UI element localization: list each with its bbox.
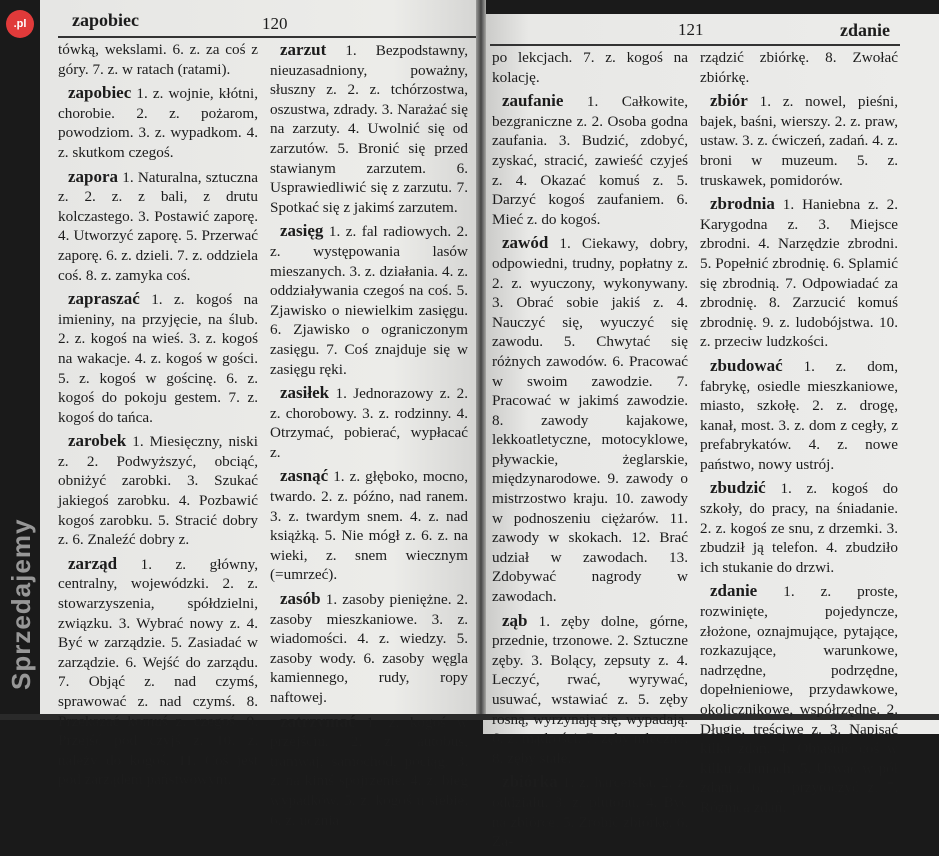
left-column-1	[58, 40, 258, 794]
entry-text: 1. z. głęboko, mocno, twardo. 2. z. późno, nad ranem. 3. z. twardym snem. 4. z. nad książką. 5. Nie mógł z. 6. z. na wieki, z. snem wiecznym (=umrzeć).	[270, 468, 468, 584]
entry-headword: zbrodnia	[710, 194, 775, 214]
entry-text: 1. zasoby pieniężne. 2. zasoby mieszkaniowe. 3. z. wiadomości. 4. z. wiedzy. 5. zasoby wody. 6. zasoby węgla kamiennego, rudy, ropy naftowej.	[270, 591, 468, 706]
dictionary-entry	[492, 611, 688, 769]
entry-text: 1. z. dom, fabrykę, osiedle mieszkaniowe, miasto, szkołę. 2. z. drogę, kanał, most. 3. z. dom z cegły, z prefabrykatów. 4. z. nowe państwo, nowy ustrój.	[700, 357, 898, 473]
entry-headword: zarząd	[68, 553, 118, 573]
dictionary-entry	[270, 383, 468, 462]
entry-headword: zaufanie	[502, 91, 564, 111]
entry-headword: zawód	[502, 233, 549, 253]
right-column-1	[492, 48, 688, 856]
dictionary-entry	[700, 478, 898, 577]
left-header-rule	[58, 36, 476, 38]
dictionary-entry	[492, 233, 688, 606]
left-page-number: 120	[262, 14, 288, 33]
dictionary-entry	[270, 589, 468, 708]
entry-headword: zarobek	[68, 431, 127, 451]
dictionary-entry	[270, 40, 468, 217]
dictionary-entry	[58, 167, 258, 286]
entry-headword: zasięg	[280, 221, 324, 241]
entry-headword: ząb	[502, 610, 528, 630]
entry-headword: zbiórka	[502, 772, 558, 792]
entry-headword: zarzut	[280, 40, 327, 59]
right-header-rule	[490, 44, 900, 46]
dictionary-entry	[492, 91, 688, 229]
entry-text: 1. z. kogoś na imieniny, na przyjęcie, na ślub. 2. z. kogoś na wieś. 3. z. kogoś na wakacje. 4. z. kogoś w gości. 5. z. kogoś w gościnę. 6. z. kogoś do pokoju gestem. 7. z. kogoś do tańca.	[58, 291, 258, 426]
dictionary-entry	[58, 289, 258, 427]
right-page-number: 121	[678, 20, 704, 39]
entry-text: 1. Naturalna, sztuczna z. 2. z. z bali, z drutu kolczastego. 3. Postawić zaporę. 4. Utworzyć zaporę. 5. Przerwać zaporę. 6. z. dzieli. 7. z. oddziela coś. 8. z. zamyka coś.	[58, 168, 258, 284]
entry-continuation	[58, 40, 258, 79]
dictionary-entry	[700, 581, 898, 817]
entry-text: 1. z. główny, centralny, wojewódzki. 2. z. stowarzyszenia, spółdzielni, związku. 3. Wybrać nowy z. 4. Być w zarządzie. 5. Zasiadać w zarządzie. 6. Wejść do zarządu. 7. Objąć z. nad czymś, sprawować z. nad czymś. 8. Przekazać komuś z. czegoś. 9. Przejść pod czyjś z. 10. z. należy do kogoś. 11. Coś jest pod zarządem państwowym.	[58, 555, 258, 789]
entry-text: 1. z. wojnie, kłótni, chorobie. 2. z. pożarom, powodziom. 3. z. wypadkom. 4. z. skutkom czegoś.	[58, 85, 258, 161]
dictionary-entry	[270, 466, 468, 585]
entry-headword: zasiłek	[280, 383, 330, 403]
entry-text: 1. Bezpodstawny, nieuzasadniony, poważny, słuszny z. 2. z. tchórzostwa, oszustwa, zdrady. 3. Narażać się na zarzuty. 4. Uwolnić się od zarzutów. 5. Bronić się przed stawianym zarzutem. 6. Usprawiedliwić się z zarzutu. 7. Spotkać się z jakimś zarzutem.	[270, 42, 469, 216]
left-running-head: zapobiec	[72, 10, 139, 30]
entry-text: 1. zęby dolne, górne, przednie, trzonowe. 2. Sztuczne zęby. 3. Bolący, zepsuty z. 4. Leczyć, rwać, wyrywać, usuwać, wstawiać z. 5. zęby rosną, wyrzynają się, wypadają. 6. z. mądrości. 7. zęby mleczne. 8. zęby stałe.	[492, 612, 689, 767]
dictionary-entry	[58, 554, 258, 790]
watermark-badge: .pl	[6, 10, 34, 38]
entry-continuation	[492, 48, 688, 87]
entry-continuation	[700, 48, 898, 87]
entry-headword: zbudzić	[710, 478, 766, 498]
entry-text: rządzić zbiórkę. 8. Zwołać zbiórkę.	[700, 49, 898, 86]
entry-headword: zdanie	[710, 581, 758, 601]
entry-headword: zapraszać	[68, 289, 140, 309]
watermark-text: Sprzedajemy	[6, 518, 36, 690]
entry-text: 1. z. kogoś w przejściu. 2. z. autobus, tramwaj, samochód, pociąg. 3. z. na kimś spojrzenie. 4. z. bieg wypadków. 5. z. kogoś u siebie. 6. z. uczniа	[270, 713, 468, 829]
entry-text: 1. z. nowel, pieśni, bajek, baśni, wierszy. 2. z. praw, ustaw. 3. z. ćwiczeń, zadań. 4. z. broni w muzeum. 5. z. truskawek, pomidorów.	[700, 93, 898, 189]
entry-headword: zapobiec	[68, 83, 132, 103]
book-spine	[476, 0, 486, 720]
entry-text: 1. z. harcerska. 2. z. oddziału. 3. z. plutonu. 4. Być na zbiórce. 5. Zrobić zbiórkę. 6. Za-	[492, 774, 688, 851]
right-running-head: zdanie	[840, 20, 891, 40]
entry-headword: zasób	[280, 589, 321, 609]
entry-headword: zasnąć	[280, 466, 329, 486]
dictionary-entry	[270, 712, 468, 831]
entry-text: 1. z. fal radiowych. 2. z. występowania lasów mieszanych. 3. z. działania. 4. z. oddziaływania czegoś na coś. 5. Zjawisko o niewielkim zasięgu. 6. Zjawisko o ograniczonym zasięgu. 7. Coś znajduje się w zasięgu ręki.	[270, 223, 468, 378]
entry-text: 1. Jednorazowy z. 2. z. chorobowy. 3. z. rodzinny. 4. Otrzymać, pobierać, wypłacać z.	[270, 385, 468, 461]
entry-headword: zbiór	[710, 91, 748, 111]
dictionary-entry	[492, 772, 688, 851]
entry-headword: zbudować	[710, 355, 783, 375]
entry-text: 1. z. proste, rozwinięte, pojedyncze, złożone, oznajmujące, pytające, rozkazujące, warunkowe, nadrzędne, podrzędne, dopełnieniowe, przydawkowe, okolicznikowe, współrzędne. 2. Długie, treściwe z. 3. Napisać kilka zdań. 4. Objaśnić coś w kilku zdaniach. 5. Urwać w pół zdania. 6. ... przytoczyć z. 7. Różnica zdań.	[700, 583, 899, 816]
dictionary-entry	[700, 356, 898, 475]
right-column-2	[700, 48, 898, 822]
left-column-2	[270, 40, 468, 834]
entry-text: po lekcjach. 7. z. kogoś na kolację.	[492, 49, 688, 86]
entry-text: 1. Ciekawy, dobry, odpowiedni, trudny, popłatny z. 2. z. wyuczony, wykonywany. 3. Obrać sobie jakiś z. 4. Nauczyć się, wyuczyć się zawodu. 5. Chwytać się różnych zawodów. 6. Pracować w swoim zawodzie. 7. Pracować w jakimś zawodzie. 8. zawody kajakowe, lekkoatletyczne, motocyklowe, pływackie, żeglarskie, międzynarodowe. 9. zawody o mistrzostwo kraju. 10. zawody w podnoszeniu ciężarów. 11. zawody w skokach. 12. Brać udział w zawodach. 13. Zdobywać nagrody w zawodach.	[492, 235, 688, 606]
entry-text: tówką, wekslami. 6. z. za coś z góry. 7. z. w ratach (ratami).	[58, 41, 258, 78]
dictionary-entry	[58, 431, 258, 550]
dictionary-entry	[700, 91, 898, 190]
dictionary-entry	[700, 194, 898, 352]
entry-headword: zapora	[68, 166, 119, 186]
entry-text: 1. Miesięczny, niski z. 2. Podwyższyć, obciąć, obniżyć zarobki. 3. Szukać jakiegoś zarobku. 4. Pozbawić kogoś zarobku. 5. Stracić dobry z. 6. Znaleźć dobry z.	[58, 433, 258, 549]
entry-text: 1. Całkowite, bezgraniczne z. 2. Osoba godna zaufania. 3. Budzić, zdobyć, zyskać, stracić, zawieść czyjeś z. 4. Okazać komuś z. 5. Darzyć kogoś zaufaniem. 6. Mieć z. do kogoś.	[492, 93, 688, 228]
entry-text: 1. z. kogoś do szkoły, do pracy, na śniadanie. 2. z. kogoś ze snu, z drzemki. 3. zbudził ją telefon. 4. zbudziło ich stukanie do drzwi.	[700, 480, 898, 576]
entry-headword: zatrzymać	[280, 711, 356, 731]
dictionary-entry	[58, 83, 258, 162]
entry-text: 1. Haniebna z. 2. Karygodna z. 3. Miejsce zbrodni. 4. Narzędzie zbrodni. 5. Popełnić zbrodnię. 6. Splamić się zbrodnią. 7. Odpowiadać za zbrodnię. 8. Zarzucić komuś zbrodnię. 9. z. ludobójstwa. 10. z. przeciw ludzkości.	[700, 196, 898, 351]
dictionary-entry	[270, 221, 468, 379]
